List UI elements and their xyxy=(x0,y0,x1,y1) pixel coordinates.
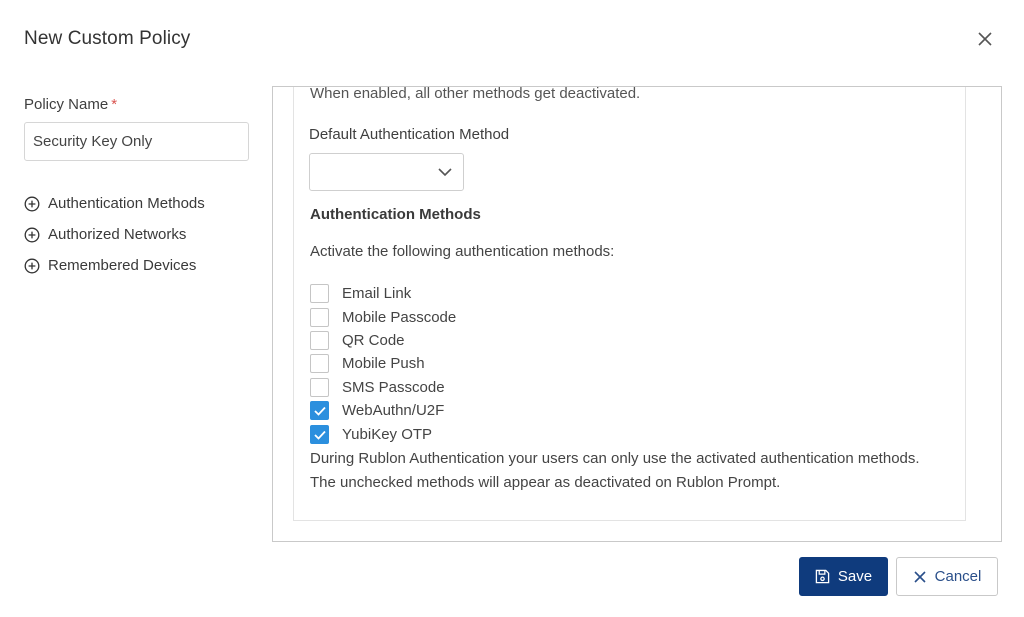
method-webauthn-u2f[interactable] xyxy=(310,399,456,422)
section-nav xyxy=(24,188,249,281)
method-sms-passcode[interactable] xyxy=(310,376,456,399)
default-method-select[interactable] xyxy=(309,153,464,191)
checkbox[interactable] xyxy=(310,308,329,327)
activate-text: Activate the following authentication methods: xyxy=(310,243,615,260)
authentication-methods-section xyxy=(293,86,966,521)
method-label: Email Link xyxy=(342,285,412,303)
dialog-title: New Custom Policy xyxy=(24,28,191,49)
nav-item-label: Authorized Networks xyxy=(48,226,187,243)
footnote-line-2: The unchecked methods will appear as deactivated on Rublon Prompt. xyxy=(310,474,781,491)
plus-circle-icon xyxy=(24,258,40,274)
policy-detail-panel[interactable] xyxy=(272,86,1002,542)
footnote-line-1: During Rublon Authentication your users can only use the activated authentication methods. xyxy=(310,450,920,467)
method-label: SMS Passcode xyxy=(342,378,445,396)
checkbox[interactable] xyxy=(310,354,329,373)
plus-circle-icon xyxy=(24,196,40,212)
cancel-button-label: Cancel xyxy=(934,568,982,585)
methods-heading: Authentication Methods xyxy=(310,206,481,223)
checkbox[interactable] xyxy=(310,378,329,397)
checkbox-checked[interactable] xyxy=(310,401,329,420)
check-icon xyxy=(314,430,326,440)
checkbox[interactable] xyxy=(310,331,329,350)
checkbox-checked[interactable] xyxy=(310,425,329,444)
nav-item-authentication-methods[interactable] xyxy=(24,188,249,219)
method-yubikey-otp[interactable] xyxy=(310,422,456,445)
method-mobile-passcode[interactable] xyxy=(310,305,456,328)
close-icon xyxy=(913,570,927,584)
plus-circle-icon xyxy=(24,227,40,243)
chevron-down-icon xyxy=(438,167,452,177)
methods-footnote xyxy=(310,447,960,495)
method-label: Mobile Push xyxy=(342,355,425,373)
required-mark: * xyxy=(111,96,118,113)
close-icon[interactable] xyxy=(975,29,995,49)
cancel-button[interactable] xyxy=(896,557,998,596)
policy-name-input[interactable] xyxy=(24,122,249,161)
nav-item-label: Authentication Methods xyxy=(48,195,205,212)
method-label: WebAuthn/U2F xyxy=(342,402,445,420)
policy-sidebar xyxy=(24,96,249,281)
default-method-label: Default Authentication Method xyxy=(309,126,510,143)
method-mobile-push[interactable] xyxy=(310,352,456,375)
policy-name-label: Policy Name * xyxy=(24,96,118,113)
method-qr-code[interactable] xyxy=(310,329,456,352)
nav-item-authorized-networks[interactable] xyxy=(24,219,249,250)
method-label: QR Code xyxy=(342,331,405,349)
nav-item-label: Remembered Devices xyxy=(48,257,197,274)
partially-scrolled-text: When enabled, all other methods get deactivated. xyxy=(310,86,641,102)
save-button[interactable] xyxy=(799,557,888,596)
method-checkbox-list xyxy=(310,282,456,446)
save-button-label: Save xyxy=(837,568,873,585)
checkbox[interactable] xyxy=(310,284,329,303)
method-email-link[interactable] xyxy=(310,282,456,305)
nav-item-remembered-devices[interactable] xyxy=(24,250,249,281)
check-icon xyxy=(314,406,326,416)
method-label: Mobile Passcode xyxy=(342,308,457,326)
save-icon xyxy=(815,569,830,584)
method-label: YubiKey OTP xyxy=(342,425,433,443)
